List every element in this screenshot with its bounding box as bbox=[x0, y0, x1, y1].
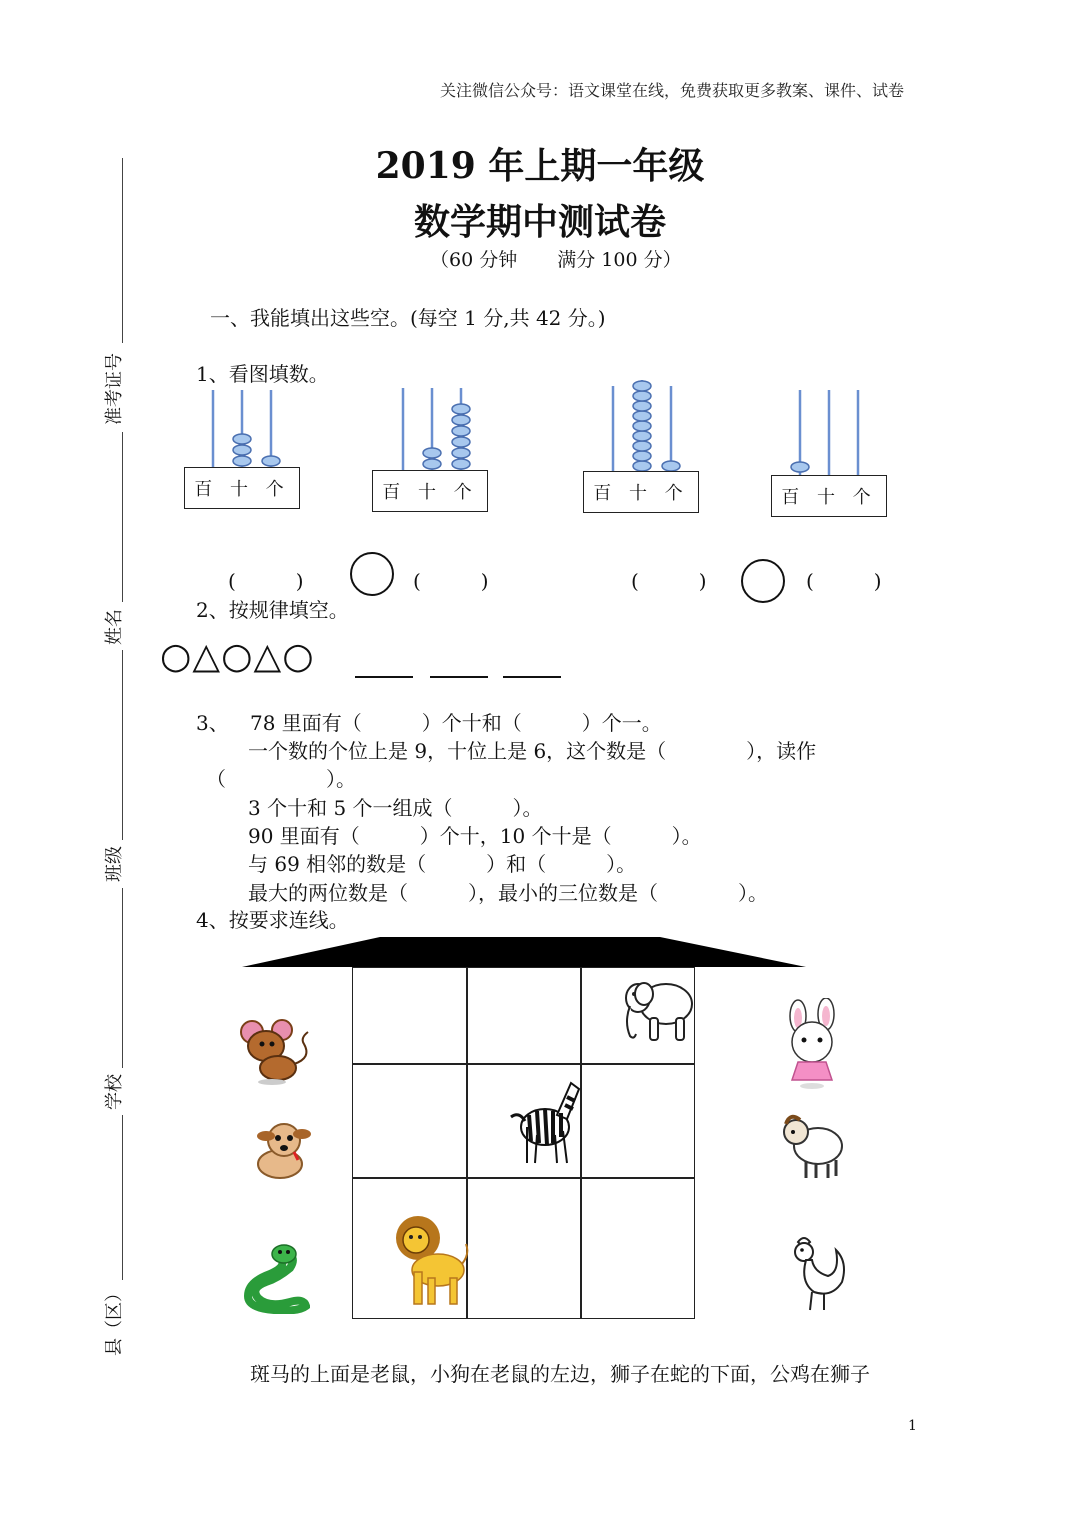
shape-sequence: ○△○△○ bbox=[160, 636, 315, 677]
q3-line-3: 3 个十和 5 个一组成（ ）。 bbox=[248, 796, 543, 820]
answer-paren-3[interactable]: ( ) bbox=[631, 569, 707, 593]
lion-icon[interactable] bbox=[392, 1214, 470, 1310]
mouse-icon[interactable] bbox=[238, 1018, 316, 1088]
abacus-2 bbox=[372, 384, 492, 470]
answer-paren-4[interactable]: ( ) bbox=[806, 569, 882, 593]
q4-label: 4、按要求连线。 bbox=[196, 908, 349, 932]
page-number: 1 bbox=[908, 1418, 917, 1434]
sidebar-name-label: 姓名 bbox=[104, 609, 125, 645]
exam-info bbox=[430, 245, 716, 272]
elephant-icon[interactable] bbox=[620, 970, 696, 1050]
abacus-1 bbox=[184, 384, 304, 468]
sidebar-county-label: 县（区） bbox=[104, 1284, 125, 1356]
abacus-1-label: 百 十 个 bbox=[184, 467, 300, 509]
sidebar-class-label: 班级 bbox=[104, 846, 125, 882]
grid-cell-r1c1[interactable] bbox=[352, 967, 468, 1065]
grid-cell-r1c2[interactable] bbox=[466, 967, 582, 1065]
pattern-blank-1[interactable] bbox=[355, 674, 413, 678]
abacus-4-label: 百 十 个 bbox=[771, 475, 887, 517]
compare-circle-1[interactable] bbox=[350, 552, 394, 596]
binding-line-2 bbox=[122, 432, 123, 602]
dog-icon[interactable] bbox=[244, 1118, 316, 1184]
sidebar-id-label: 准考证号 bbox=[104, 353, 125, 425]
house-roof bbox=[240, 937, 808, 969]
q1-label: 1、看图填数。 bbox=[196, 362, 329, 386]
q3-line-2: 一个数的个位上是 9，十位上是 6，这个数是（ ），读作 bbox=[248, 739, 817, 763]
rooster-icon[interactable] bbox=[784, 1232, 856, 1316]
section-1-heading: 一、我能填出这些空。(每空 1 分,共 42 分。) bbox=[210, 306, 606, 330]
abacus-4 bbox=[771, 386, 891, 476]
q3-number: 3、 bbox=[196, 711, 229, 735]
sidebar-school-label: 学校 bbox=[104, 1074, 125, 1110]
exam-score: 满分 100 分） bbox=[557, 249, 682, 271]
q3-line-4: 90 里面有（ ）个十，10 个十是（ ）。 bbox=[248, 824, 702, 848]
page-title-line1: 2019 年上期一年级 bbox=[375, 145, 705, 187]
pattern-blank-3[interactable] bbox=[503, 674, 561, 678]
grid-cell-r3c3[interactable] bbox=[580, 1177, 695, 1319]
exam-time: （60 分钟 bbox=[430, 249, 518, 271]
snake-icon[interactable] bbox=[244, 1242, 310, 1314]
watermark-text: 关注微信公众号：语文课堂在线，免费获取更多教案、课件、试卷 bbox=[440, 81, 905, 100]
zebra-icon[interactable] bbox=[505, 1075, 583, 1167]
binding-line-3 bbox=[122, 650, 123, 840]
abacus-2-label: 百 十 个 bbox=[372, 470, 488, 512]
answer-paren-1[interactable]: ( ) bbox=[228, 569, 304, 593]
page-title-line2: 数学期中测试卷 bbox=[413, 201, 666, 243]
q3-line-2b: （ ）。 bbox=[206, 767, 356, 791]
abacus-3 bbox=[583, 378, 703, 472]
compare-circle-2[interactable] bbox=[741, 559, 785, 603]
q4-instruction: 斑马的上面是老鼠，小狗在老鼠的左边，狮子在蛇的下面，公鸡在狮子 bbox=[250, 1362, 870, 1386]
binding-line-5 bbox=[122, 1115, 123, 1280]
answer-paren-2[interactable]: ( ) bbox=[413, 569, 489, 593]
binding-line-4 bbox=[122, 888, 123, 1068]
q3-line-5: 与 69 相邻的数是（ ）和（ ）。 bbox=[248, 852, 637, 876]
grid-cell-r2c3[interactable] bbox=[580, 1063, 695, 1179]
pattern-blank-2[interactable] bbox=[430, 674, 488, 678]
q2-label: 2、按规律填空。 bbox=[196, 598, 349, 622]
q3-line-6: 最大的两位数是（ ），最小的三位数是（ ）。 bbox=[248, 881, 768, 905]
grid-cell-r2c1[interactable] bbox=[352, 1063, 468, 1179]
sheep-icon[interactable] bbox=[780, 1106, 846, 1182]
q3-line-1: 78 里面有（ ）个十和（ ）个一。 bbox=[250, 711, 662, 735]
binding-line-1 bbox=[122, 158, 123, 343]
abacus-3-label: 百 十 个 bbox=[583, 471, 699, 513]
rabbit-icon[interactable] bbox=[776, 998, 848, 1090]
grid-cell-r3c2[interactable] bbox=[466, 1177, 582, 1319]
